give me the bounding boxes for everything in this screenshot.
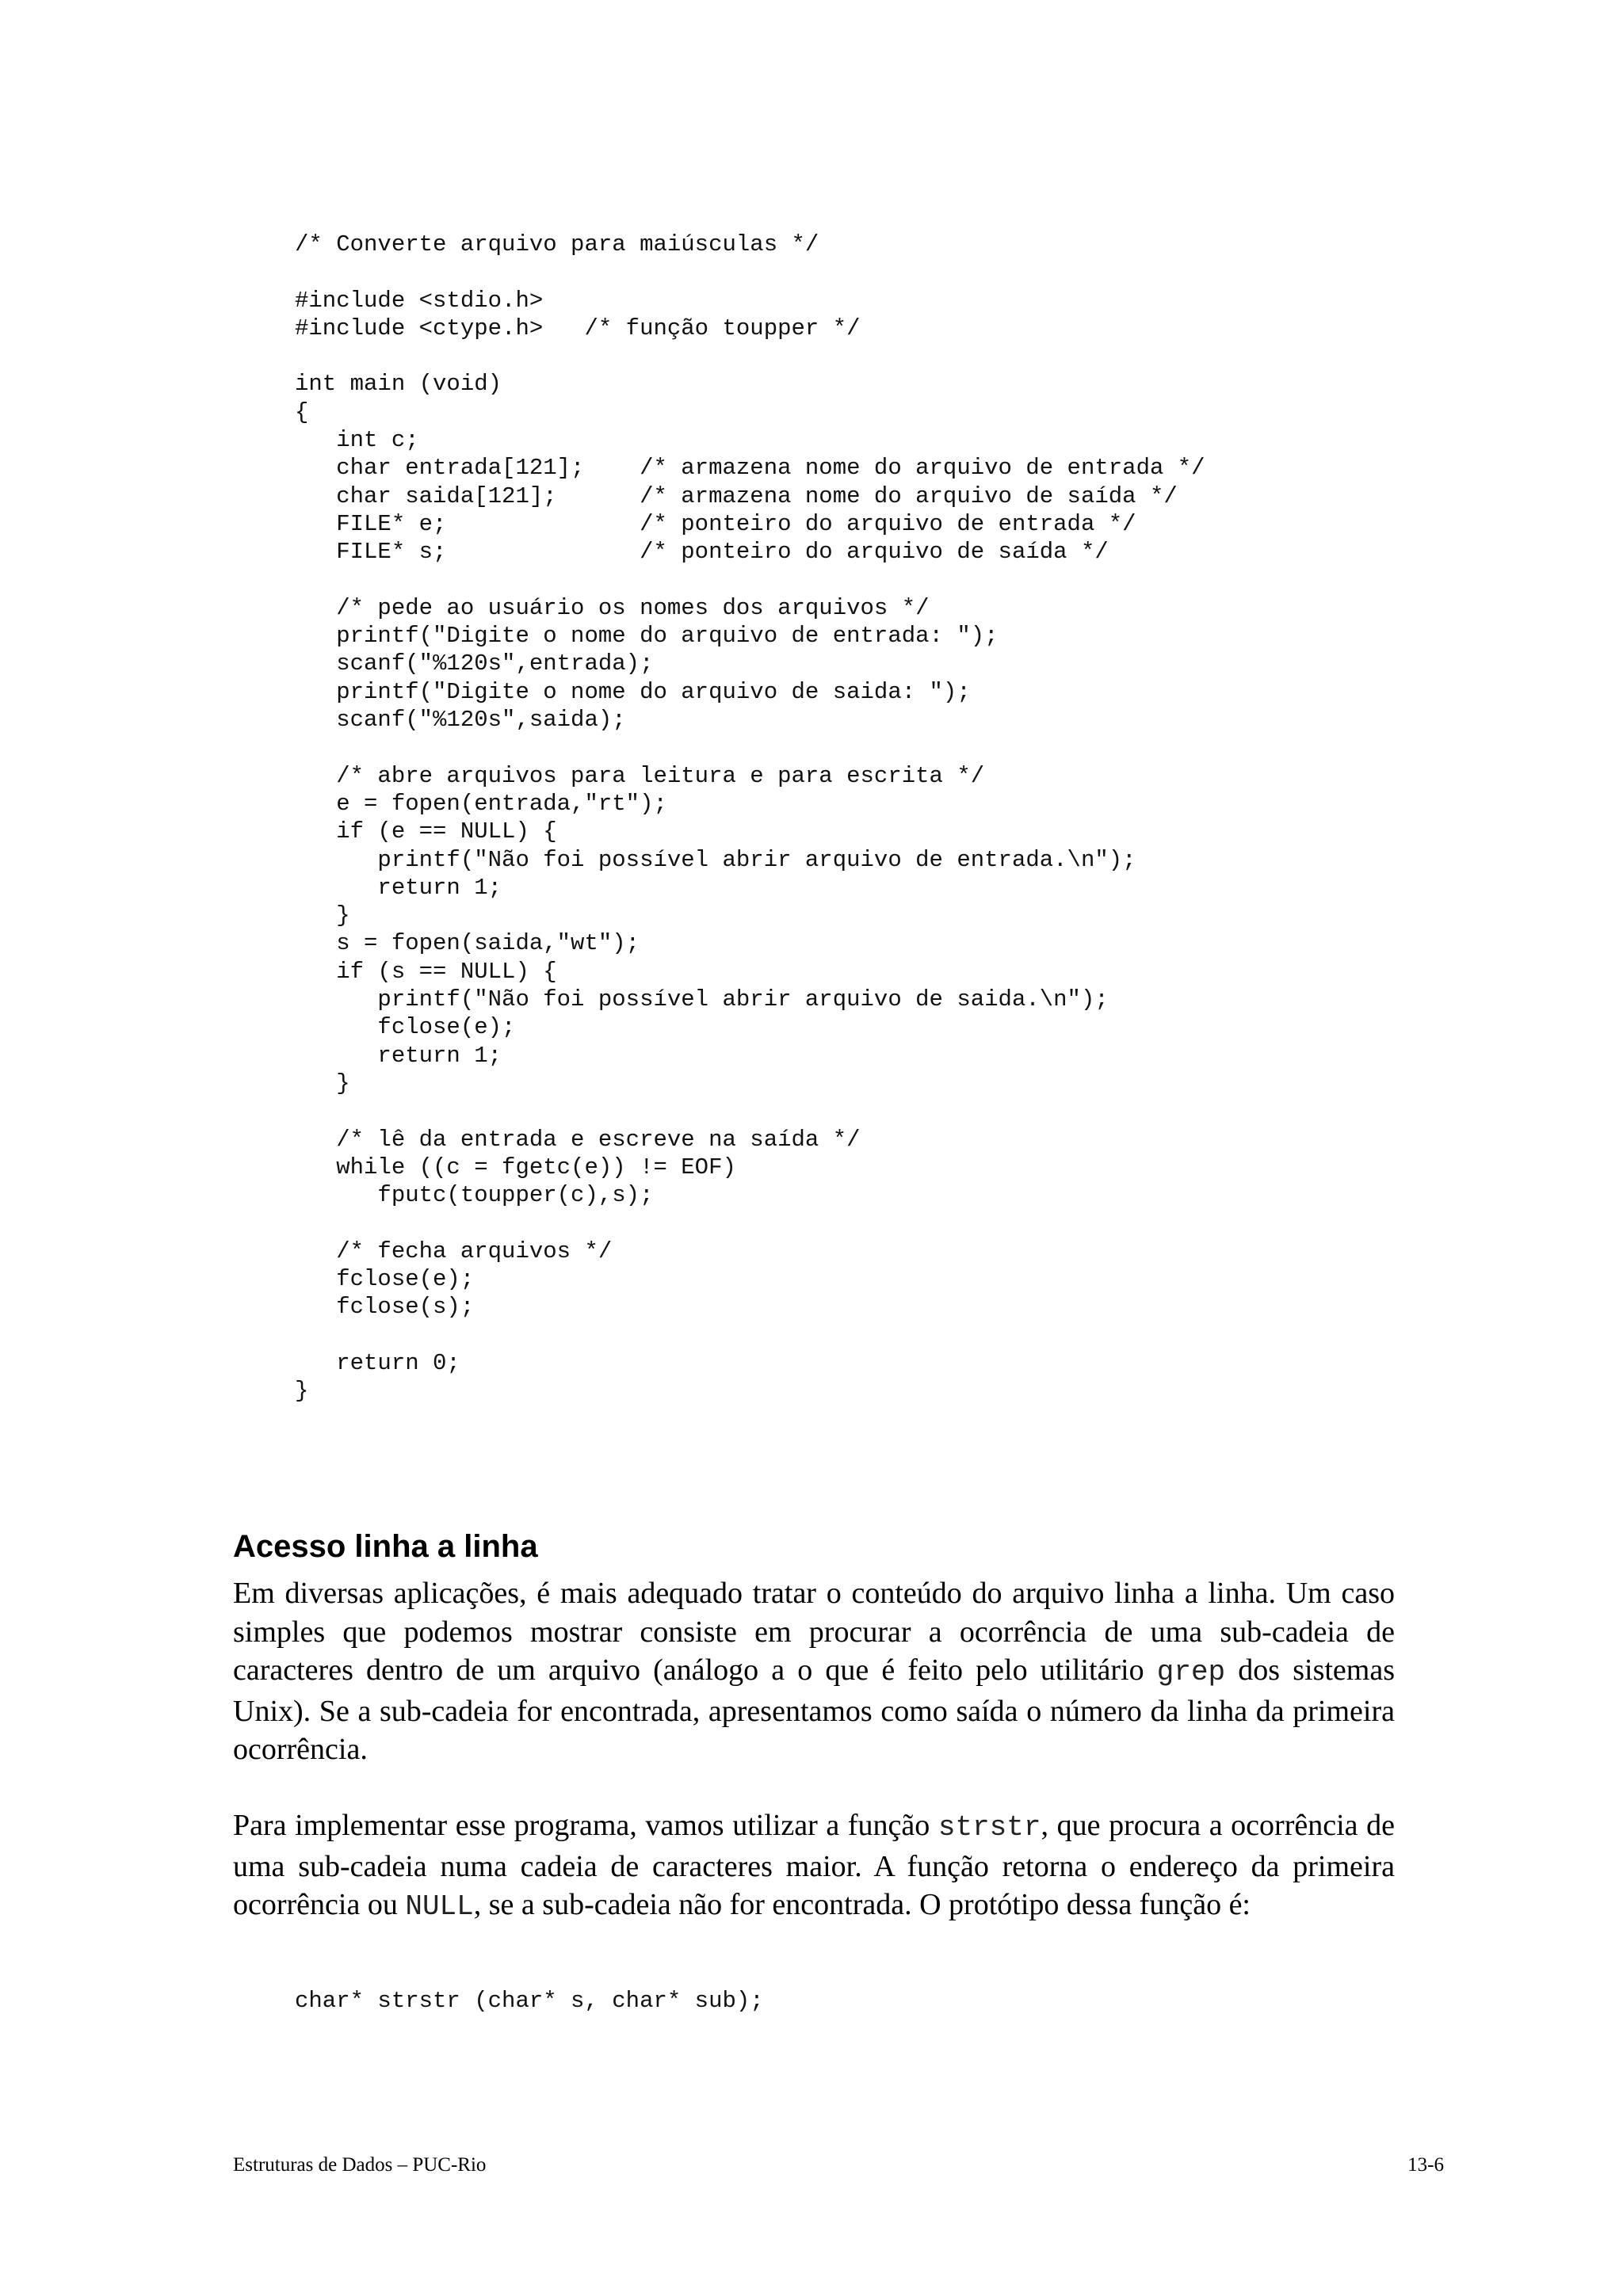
code-line: } — [295, 1070, 350, 1097]
code-line: FILE* s; /* ponteiro do arquivo de saída */ — [295, 539, 1109, 566]
code-line: e = fopen(entrada,"rt"); — [295, 790, 667, 817]
code-line: fputc(toupper(c),s); — [295, 1182, 654, 1209]
code-line: printf("Não foi possível abrir arquivo de entrada.\n"); — [295, 846, 1136, 873]
code-line: char saida[121]; /* armazena nome do arquivo de saída */ — [295, 482, 1178, 509]
footer-page-number: 13-6 — [1407, 2154, 1444, 2176]
code-line: /* abre arquivos para leitura e para escrita */ — [295, 762, 985, 789]
code-line — [295, 734, 1205, 761]
code-line: #include <stdio.h> — [295, 287, 544, 314]
code-line — [295, 1209, 1205, 1237]
code-line: /* Converte arquivo para maiúsculas */ — [295, 231, 819, 257]
code-line: } — [295, 1378, 309, 1405]
code-line: { — [295, 399, 309, 425]
code-line: char entrada[121]; /* armazena nome do arquivo de entrada */ — [295, 455, 1205, 482]
paragraph-text: dos sistemas Unix). Se a sub-cadeia for encontrada, apresentamos como saída o número da linha da primeira ocorrência. — [233, 1653, 1395, 1766]
code-line: int main (void) — [295, 371, 502, 398]
paragraph-strstr — [233, 1806, 1395, 1927]
section-heading: Acesso linha a linha — [233, 1529, 538, 1564]
inline-code-null: NULL — [405, 1890, 474, 1923]
code-line: /* lê da entrada e escreve na saída */ — [295, 1126, 861, 1153]
code-line: int c; — [295, 427, 419, 454]
code-line: fclose(s); — [295, 1294, 475, 1321]
code-line: if (s == NULL) { — [295, 958, 557, 985]
paragraph-text: Para implementar esse programa, vamos utilizar a função — [233, 1809, 938, 1842]
code-line: return 1; — [295, 1042, 502, 1069]
code-line: } — [295, 902, 350, 929]
footer-course-title: Estruturas de Dados – PUC-Rio — [233, 2154, 487, 2176]
code-line: if (e == NULL) { — [295, 818, 557, 845]
paragraph-text: Em diversas aplicações, é mais adequado tratar o conteúdo do arquivo linha a linha. Um caso simples que podemos mostrar consiste em procurar a ocorrência de uma sub-cadeia de caracteres dentro de um arquivo (análogo a o que é feito pelo utilitário — [233, 1577, 1395, 1687]
code-line: printf("Digite o nome do arquivo de entrada: "); — [295, 623, 999, 650]
code-line — [295, 1322, 1205, 1349]
inline-code-strstr: strstr — [938, 1811, 1041, 1844]
code-line — [295, 566, 1205, 594]
code-line: s = fopen(saida,"wt"); — [295, 930, 640, 957]
code-line: return 0; — [295, 1349, 460, 1376]
code-line: /* pede ao usuário os nomes dos arquivos */ — [295, 594, 930, 621]
code-line: fclose(e); — [295, 1014, 516, 1041]
paragraph-intro — [233, 1574, 1395, 1769]
code-line: scanf("%120s",saida); — [295, 707, 626, 734]
code-line: scanf("%120s",entrada); — [295, 650, 654, 677]
code-prototype-strstr: char* strstr (char* s, char* sub); — [295, 1988, 764, 2014]
code-line: printf("Não foi possível abrir arquivo de saida.\n"); — [295, 986, 1109, 1013]
inline-code-grep: grep — [1156, 1656, 1226, 1688]
paragraph-text: , se a sub-cadeia não for encontrada. O protótipo dessa função é: — [473, 1888, 1251, 1921]
code-line: /* fecha arquivos */ — [295, 1238, 613, 1264]
code-line: return 1; — [295, 874, 502, 901]
code-line — [295, 342, 1205, 370]
paragraph-text: , que procura a ocorrência de uma sub-cadeia numa cadeia de caracteres maior. A função retorna o endereço da primeira ocorrência ou — [233, 1809, 1395, 1921]
code-line: printf("Digite o nome do arquivo de saida: "); — [295, 678, 971, 705]
code-line — [295, 258, 1205, 286]
code-line: while ((c = fgetc(e)) != EOF) — [295, 1154, 736, 1180]
code-listing-uppercase — [295, 231, 1205, 1405]
code-line: #include <ctype.h> /* função toupper */ — [295, 315, 861, 341]
code-line: FILE* e; /* ponteiro do arquivo de entrada */ — [295, 510, 1136, 537]
code-line: fclose(e); — [295, 1265, 475, 1292]
code-line — [295, 1097, 1205, 1125]
